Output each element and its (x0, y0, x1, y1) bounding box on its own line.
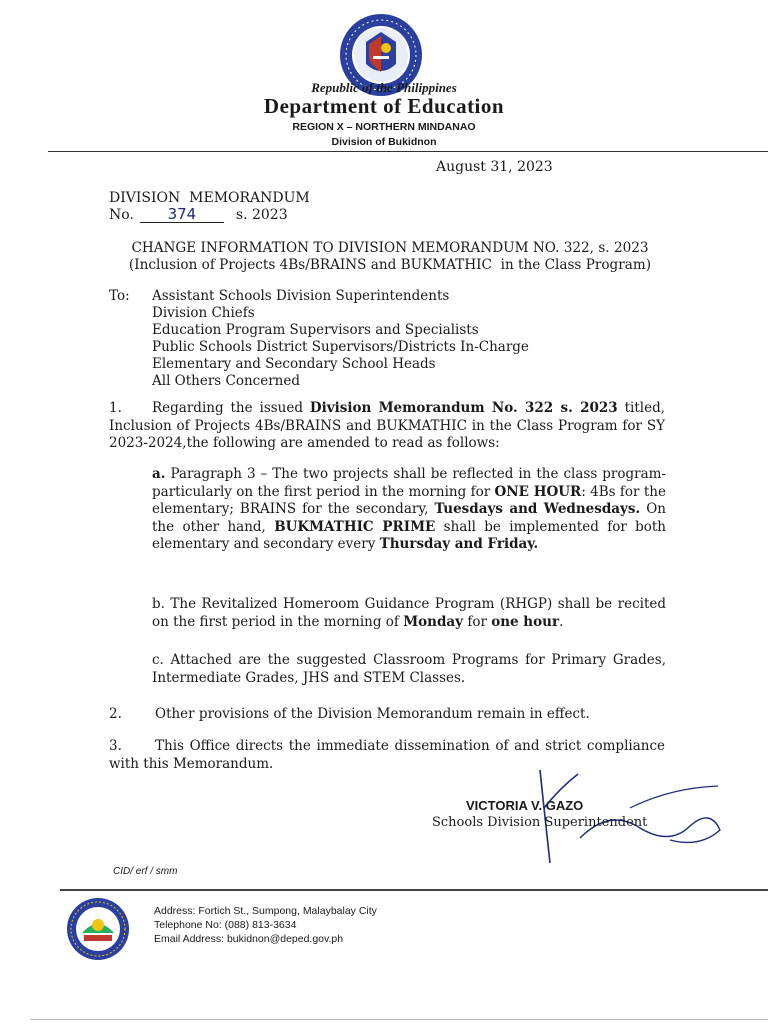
footer-telephone: Telephone No: (088) 813-3634 (154, 919, 297, 931)
paragraph-number: 1. (109, 400, 122, 416)
paragraph-bold: BUKMATHIC PRIME (274, 518, 436, 535)
division-line: Division of Bukidnon (331, 136, 437, 148)
paragraph-number: 3. (109, 738, 122, 754)
memo-type: DIVISION MEMORANDUM (109, 190, 310, 206)
memo-number: 374 (140, 206, 224, 223)
paragraph-text: for (463, 613, 492, 630)
paragraph-bold: Tuesdays and Wednesdays. (434, 501, 641, 517)
region-line: REGION X – NORTHERN MINDANAO (292, 121, 476, 133)
paragraph-text: shall be implemented for both elementary and secondary every (152, 518, 666, 552)
paragraph-text: Regarding the issued (152, 400, 310, 416)
to-label: To: (109, 288, 130, 304)
subject-line-1: CHANGE INFORMATION TO DIVISION MEMORANDUM NO. 322, s. 2023 (131, 240, 649, 256)
paragraph-text: . (559, 613, 564, 630)
paragraph-text: b. The Revitalized Homeroom Guidance Program (RHGP) shall be recited on the first period in the morning of (152, 596, 666, 630)
paragraph-1 (109, 400, 665, 453)
division-seal-icon (66, 897, 130, 961)
recipient-list (152, 288, 529, 390)
paragraph-bold: Division Memorandum No. 322 s. 2023 (309, 400, 618, 416)
memo-number-line (109, 206, 288, 223)
republic-line: Republic of the Philippines (311, 80, 457, 95)
recipient-item: Elementary and Secondary School Heads (152, 356, 436, 372)
paragraph-text: titled, Inclusion of Projects 4Bs/BRAINS and BUKMATHIC in the Class Program for SY 2023-2024,the following are amended to read as follows: (109, 400, 666, 451)
paragraph-bold: Thursday and Friday. (379, 536, 539, 552)
footer-email[interactable]: Email Address: bukidnon@deped.gov.ph (154, 933, 344, 945)
paragraph-c: c. Attached are the suggested Classroom Programs for Primary Grades, Intermediate Grades, JHS and STEM Classes. (152, 652, 666, 686)
paragraph-a (152, 466, 666, 554)
page-bottom-rule (30, 1019, 768, 1020)
paragraph-bold: ONE HOUR (494, 483, 582, 500)
paragraph-bold: one hour (491, 613, 560, 630)
signatory-name: VICTORIA V. GAZO (466, 798, 584, 813)
paragraph-text: On the other hand, (152, 501, 666, 535)
header-divider (48, 151, 768, 152)
recipient-item: Division Chiefs (152, 305, 255, 321)
subject-line-2: (Inclusion of Projects 4Bs/BRAINS and BUKMATHIC in the Class Program) (128, 257, 652, 273)
memo-no-label: No. (109, 207, 134, 223)
footer-address: Address: Fortich St., Sumpong, Malaybalay City (154, 905, 377, 917)
recipient-item: Public Schools District Supervisors/Districts In-Charge (152, 339, 529, 355)
paragraph-bold: Monday (403, 613, 464, 630)
reference-initials: CID/ erf / smm (113, 866, 178, 877)
paragraph-text: Paragraph 3 – The two projects shall be reflected in the class program- particularly on the first period in the morning for (152, 466, 666, 500)
recipient-item: Education Program Supervisors and Specialists (152, 322, 479, 338)
department-title: Department of Education (263, 94, 505, 118)
paragraph-2 (109, 706, 665, 724)
paragraph-b (152, 596, 666, 631)
recipient-item: Assistant Schools Division Superintendents (152, 288, 450, 304)
paragraph-text: Other provisions of the Division Memorandum remain in effect. (155, 706, 590, 722)
paragraph-text: This Office directs the immediate dissemination of and strict compliance with this Memorandum. (109, 738, 665, 772)
memo-date: August 31, 2023 (436, 159, 553, 175)
signatory-title: Schools Division Superintendent (432, 815, 648, 830)
paragraph-text: : 4Bs for the elementary; BRAINS for the secondary, (152, 483, 666, 517)
item-letter: a. (152, 466, 166, 482)
footer-divider (60, 889, 768, 891)
paragraph-number: 2. (109, 706, 122, 722)
memo-subject (100, 240, 680, 274)
recipient-item: All Others Concerned (152, 373, 301, 389)
memo-series: s. 2023 (235, 207, 288, 223)
